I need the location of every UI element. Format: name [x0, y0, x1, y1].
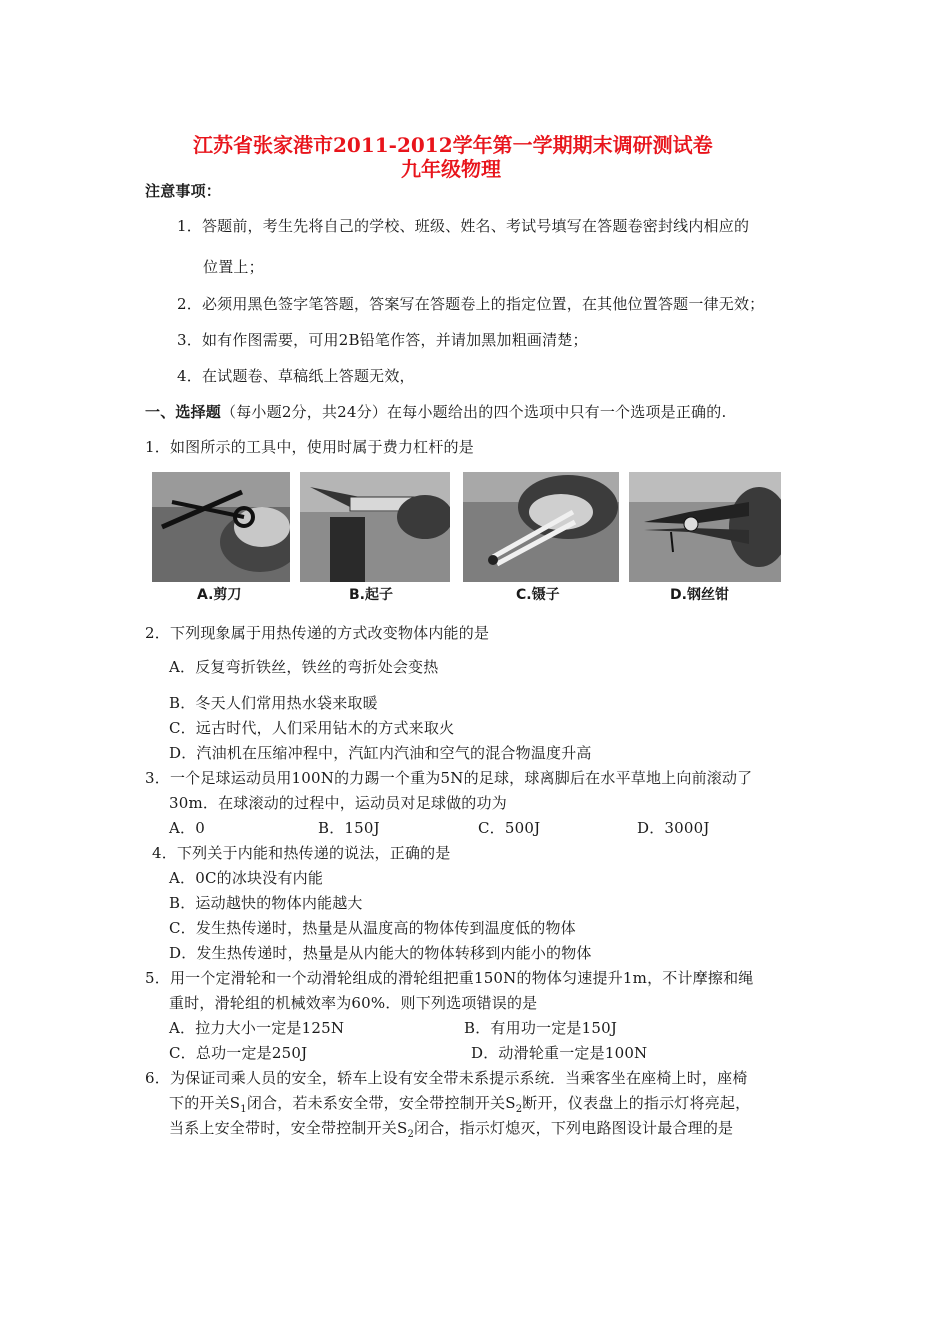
question-2-option-a: A．反复弯折铁丝，铁丝的弯折处会变热 — [169, 658, 439, 676]
caption-a: A.剪刀 — [197, 587, 242, 603]
question-5-option-c: C．总功一定是250J — [169, 1044, 308, 1062]
note-item-4: 4．在试题卷、草稿纸上答题无效， — [177, 367, 415, 385]
question-1-stem: 1．如图所示的工具中，使用时属于费力杠杆的是 — [145, 438, 474, 456]
question-2-option-c: C．远古时代，人们采用钻木的方式来取火 — [169, 719, 455, 737]
question-5-option-a: A．拉力大小一定是125N — [169, 1019, 345, 1037]
caption-c: C.镊子 — [516, 587, 560, 603]
page-subtitle: 九年级物理 — [401, 157, 501, 181]
note-item-1-cont: 位置上； — [203, 258, 264, 276]
page-title: 江苏省张家港市2011-2012学年第一学期期末调研测试卷 — [193, 133, 713, 157]
question-3-option-c: C．500J — [478, 819, 541, 837]
question-5-stem-cont: 重时，滑轮组的机械效率为60%．则下列选项错误的是 — [169, 994, 538, 1012]
note-item-3: 3．如有作图需要，可用2B铅笔作答，并请加黑加粗画清楚； — [177, 331, 588, 349]
caption-b: B.起子 — [349, 587, 393, 603]
question-3-stem: 3．一个足球运动员用100N的力踢一个重为5N的足球，球离脚后在水平草地上向前滚动了 — [145, 769, 753, 787]
photo-bottle-opener — [300, 472, 450, 582]
question-4-stem: 4．下列关于内能和热传递的说法，正确的是 — [152, 844, 451, 862]
question-6-stem-line2: 下的开关$S_1$闭合，若未系安全带，安全带控制开关$S_2$断开，仪表盘上的指示灯将亮起， — [169, 1094, 751, 1115]
question-4-option-b: B．运动越快的物体内能越大 — [169, 894, 363, 912]
question-3-option-b: B．150J — [318, 819, 380, 837]
question-2-stem: 2．下列现象属于用热传递的方式改变物体内能的是 — [145, 624, 490, 642]
question-4-option-d: D．发生热传递时，热量是从内能大的物体转移到内能小的物体 — [169, 944, 592, 962]
question-5-option-b: B．有用功一定是150J — [464, 1019, 618, 1037]
section-label: 一、选择题 — [145, 403, 222, 421]
question-4-option-a: A．0C的冰块没有内能 — [169, 869, 324, 887]
question-3-option-a: A．0 — [169, 819, 205, 837]
note-item-2: 2．必须用黑色签字笔答题，答案写在答题卷上的指定位置，在其他位置答题一律无效； — [177, 295, 765, 313]
question-2-option-b: B．冬天人们常用热水袋来取暖 — [169, 694, 378, 712]
notes-heading: 注意事项： — [145, 182, 222, 200]
question-6-stem-line3: 当系上安全带时，安全带控制开关$S_2$闭合，指示灯熄灭，下列电路图设计最合理的是 — [169, 1119, 734, 1140]
question-5-option-d: D．动滑轮重一定是100N — [471, 1044, 648, 1062]
photo-pliers — [629, 472, 781, 582]
question-3-option-d: D．3000J — [637, 819, 710, 837]
question-6-stem: 6．为保证司乘人员的安全，轿车上设有安全带未系提示系统．当乘客坐在座椅上时，座椅 — [145, 1069, 748, 1087]
question-5-stem: 5．用一个定滑轮和一个动滑轮组成的滑轮组把重150N的物体匀速提升1m，不计摩擦和绳 — [145, 969, 754, 987]
question-4-option-c: C．发生热传递时，热量是从温度高的物体传到温度低的物体 — [169, 919, 576, 937]
photo-tweezers — [463, 472, 619, 582]
question-2-option-d: D．汽油机在压缩冲程中，汽缸内汽油和空气的混合物温度升高 — [169, 744, 592, 762]
section-heading — [145, 401, 726, 422]
caption-d: D.钢丝钳 — [670, 587, 729, 603]
note-item-1: 1．答题前，考生先将自己的学校、班级、姓名、考试号填写在答题卷密封线内相应的 — [177, 217, 750, 235]
photo-scissors — [152, 472, 290, 582]
question-3-stem-cont: 30m．在球滚动的过程中，运动员对足球做的功为 — [169, 794, 507, 812]
section-desc: （每小题2分，共24分）在每小题给出的四个选项中只有一个选项是正确的. — [221, 403, 727, 421]
